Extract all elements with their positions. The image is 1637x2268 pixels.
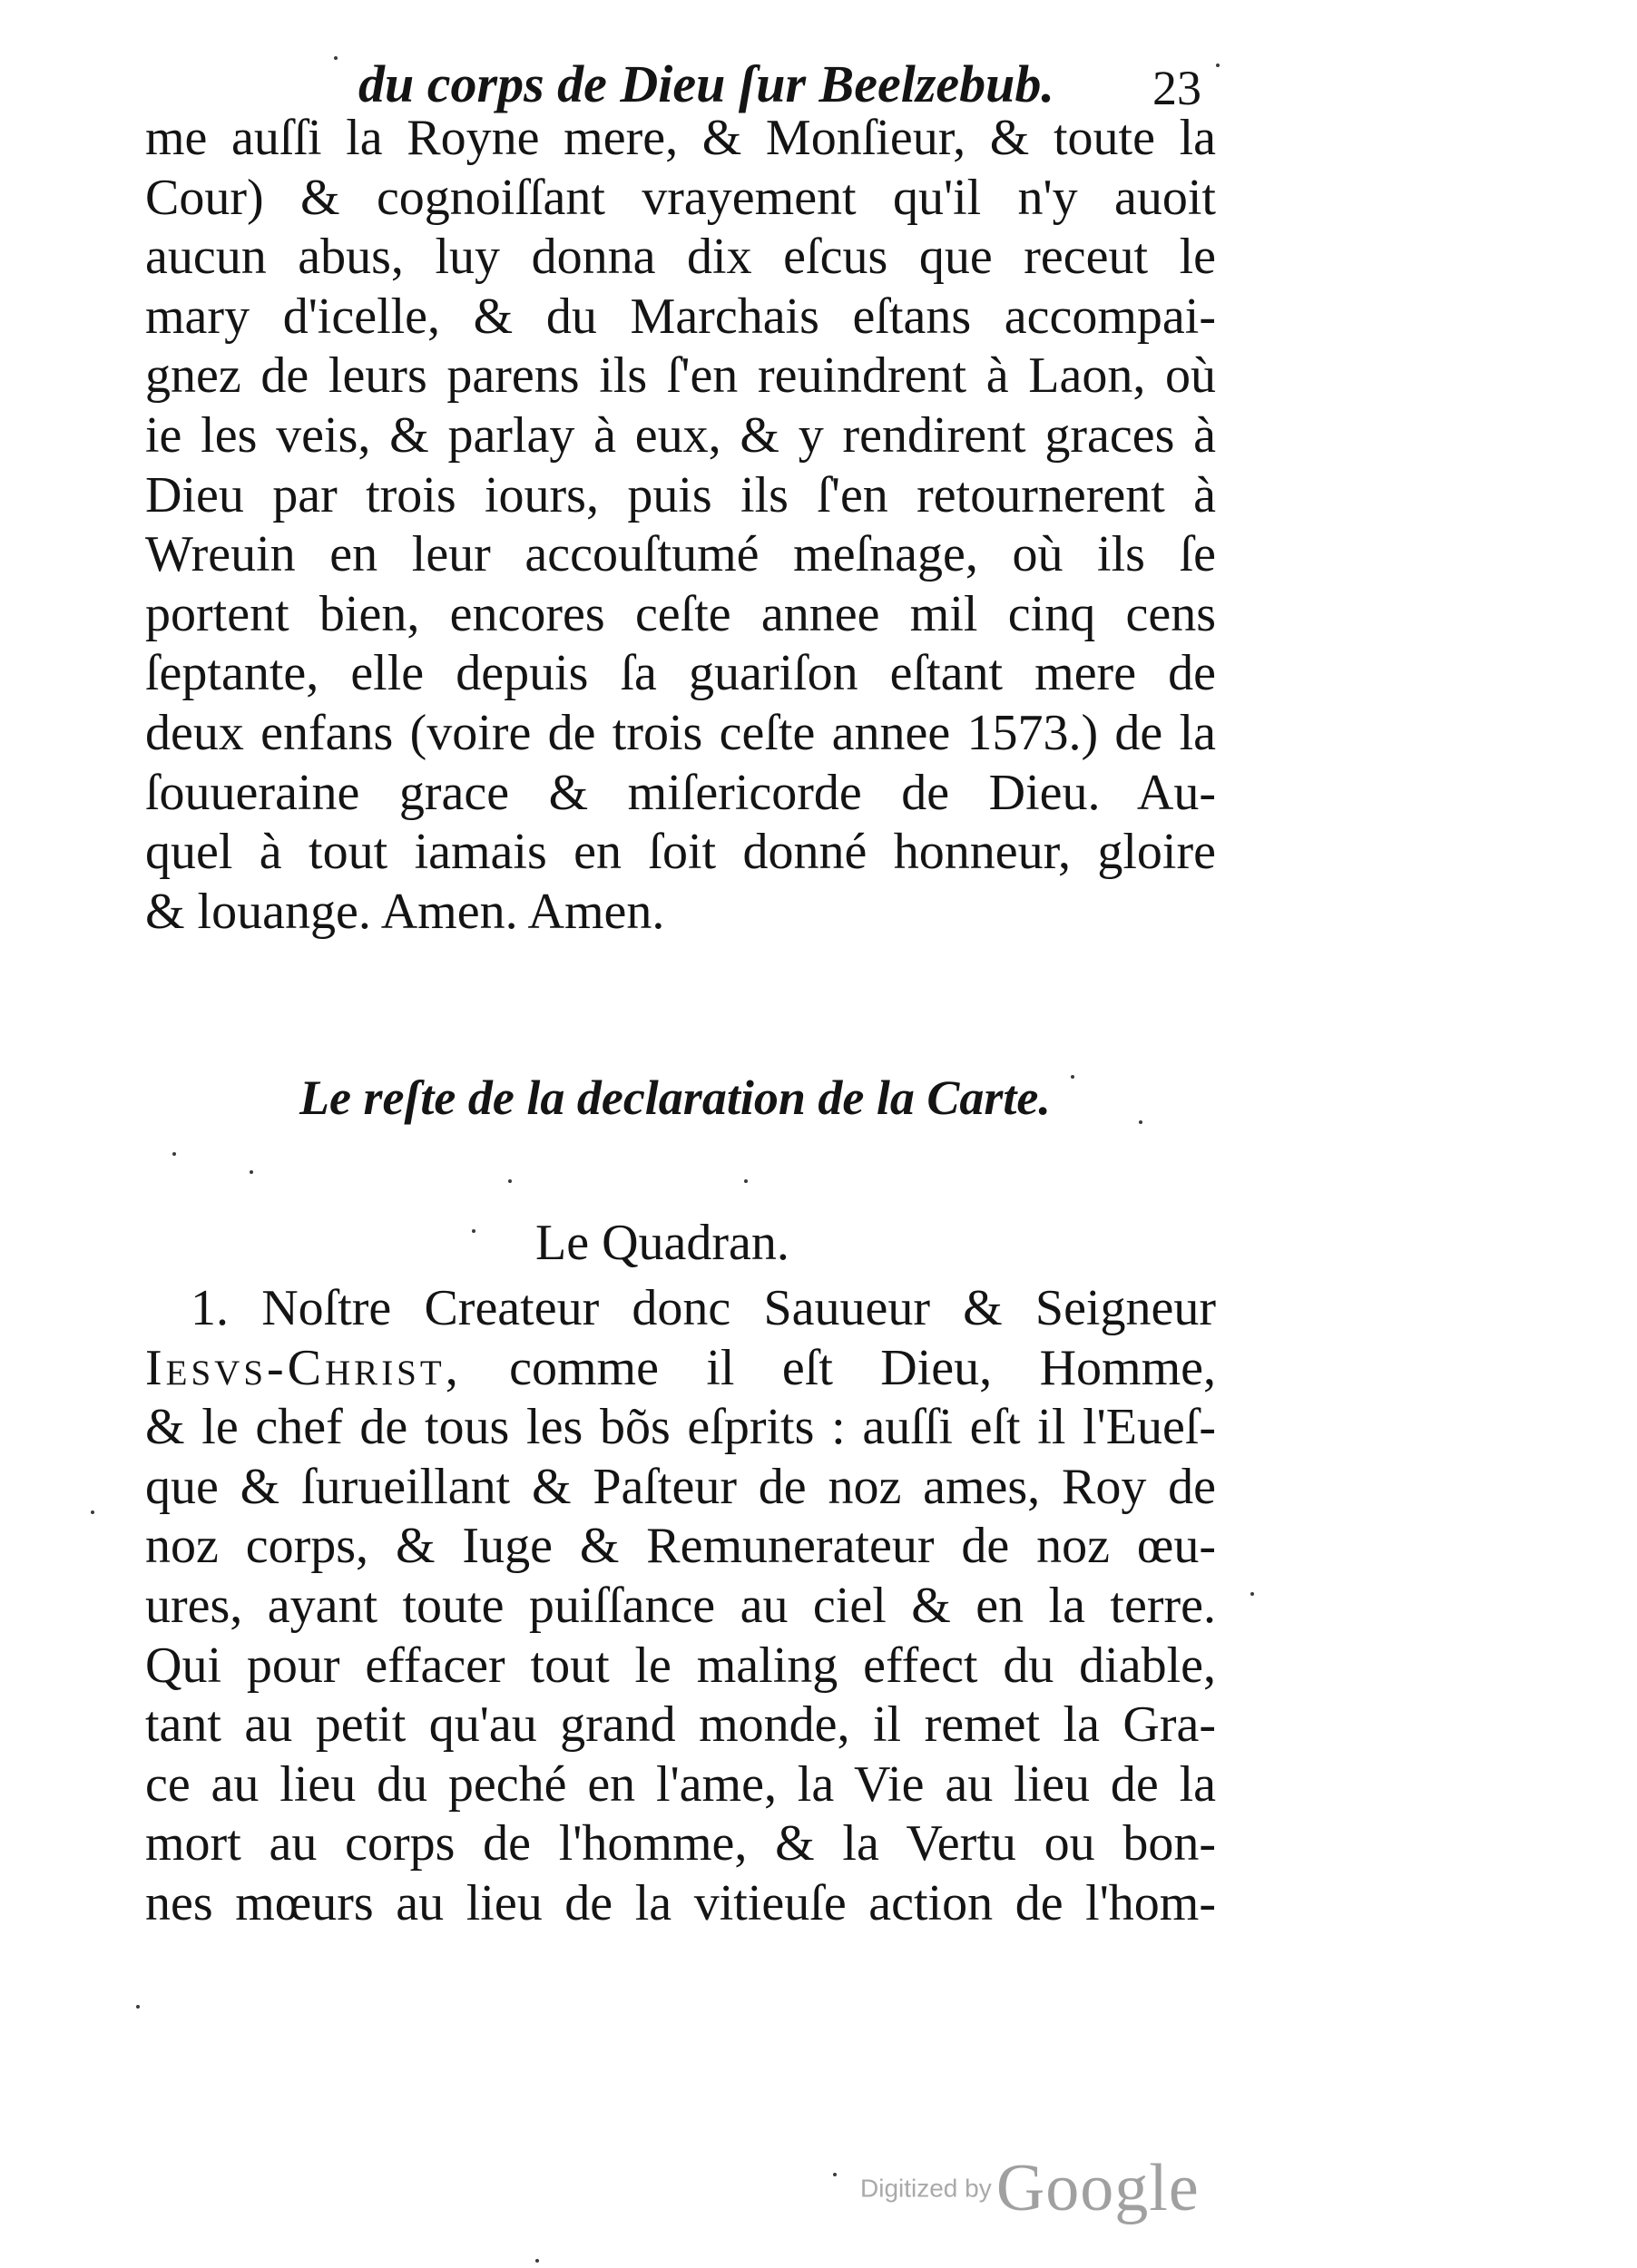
print-speck [508,1179,512,1183]
watermark-brand-logo: Google [995,2151,1200,2225]
paragraph-1-line: quel à tout iamais en ſoit donné honneur, gloire [145,824,1216,881]
paragraph-2-line: ures, ayant toute puiſſance au ciel & en la terre. [145,1577,1216,1634]
paragraph-1-line: mary d'icelle, & du Marchais eſtans accompai- [145,288,1216,345]
paragraph-1-line: gnez de leurs parens ils ſ'en reuindrent à Laon, où [145,347,1216,405]
paragraph-1-line: ie les veis, & parlay à eux, & y rendirent graces à [145,406,1216,464]
digitized-watermark [860,2150,1200,2227]
print-speck [1216,64,1220,67]
paragraph-1-line: portent bien, encores ceſte annee mil cinq cens [145,585,1216,642]
paragraph-2-line: 1. Noſtre Createur donc Sauueur & Seigneur [191,1280,1216,1336]
paragraph-1-line: deux enfans (voire de trois ceſte annee 1573.) de la [145,704,1216,761]
print-speck [744,1179,748,1183]
paragraph-2-line: nes mœurs au lieu de la vitieuſe action de l'hom- [145,1874,1216,1931]
paragraph-2-line-rest: comme il eſt Dieu, Homme, [509,1339,1216,1396]
paragraph-2-line: que & ſurueillant & Paſteur de noz ames, Roy de [145,1458,1216,1515]
paragraph-1-line: & louange. Amen. Amen. [145,883,665,940]
paragraph-1-line: Wreuin en leur accouſtumé meſnage, où ils ſe [145,526,1216,583]
section-heading: Le reſte de la declaration de la Carte. [299,1070,1051,1125]
paragraph-1-line: me auſſi la Royne mere, & Monſieur, & toute la [145,110,1216,166]
print-speck [535,2259,539,2263]
paragraph-1-line: ſouueraine grace & miſericorde de Dieu. Au- [145,764,1216,821]
print-speck [136,2005,140,2009]
print-speck [334,56,338,60]
print-speck [1139,1120,1142,1124]
paragraph-2-line: & le chef de tous les bõs eſprits : auſſi eſt il l'Eueſ- [145,1399,1216,1456]
paragraph-1-line: ſeptante, elle depuis ſa guariſon eſtant mere de [145,645,1216,702]
print-speck [1071,1075,1074,1079]
paragraph-1-line: aucun abus, luy donna dix eſcus que receut le [145,229,1216,286]
print-speck [91,1510,94,1514]
paragraph-2-line: tant au petit qu'au grand monde, il remet la Gra- [145,1696,1216,1754]
running-head: du corps de Dieu ſur Beelzebub. [358,54,1054,113]
paragraph-2-line: mort au corps de l'homme, & la Vertu ou bon- [145,1815,1216,1872]
paragraph-2 [145,1279,1216,1934]
print-speck [172,1152,176,1156]
name-smallcaps: Iesvs-Christ, [145,1339,462,1396]
paragraph-2-line: Qui pour effacer tout le maling effect du diable, [145,1637,1216,1694]
print-speck [833,2173,837,2176]
paragraph-1 [145,109,1216,942]
paragraph-2-line: noz corps, & Iuge & Remunerateur de noz œu- [145,1518,1216,1575]
paragraph-1-line: Cour) & cognoiſſant vrayement qu'il n'y auoit [145,169,1216,226]
page-number: 23 [1152,61,1201,115]
print-speck [1250,1592,1254,1596]
print-speck [250,1170,253,1174]
watermark-digitized-text: Digitized by [860,2174,992,2203]
paragraph-2-line [145,1339,1216,1399]
paragraph-1-line: Dieu par trois iours, puis ils ſ'en retournerent à [145,466,1216,523]
paragraph-2-line: ce au lieu du peché en l'ame, la Vie au lieu de la [145,1755,1216,1813]
print-speck [472,1229,475,1233]
section-subheading: Le Quadran. [535,1215,789,1271]
